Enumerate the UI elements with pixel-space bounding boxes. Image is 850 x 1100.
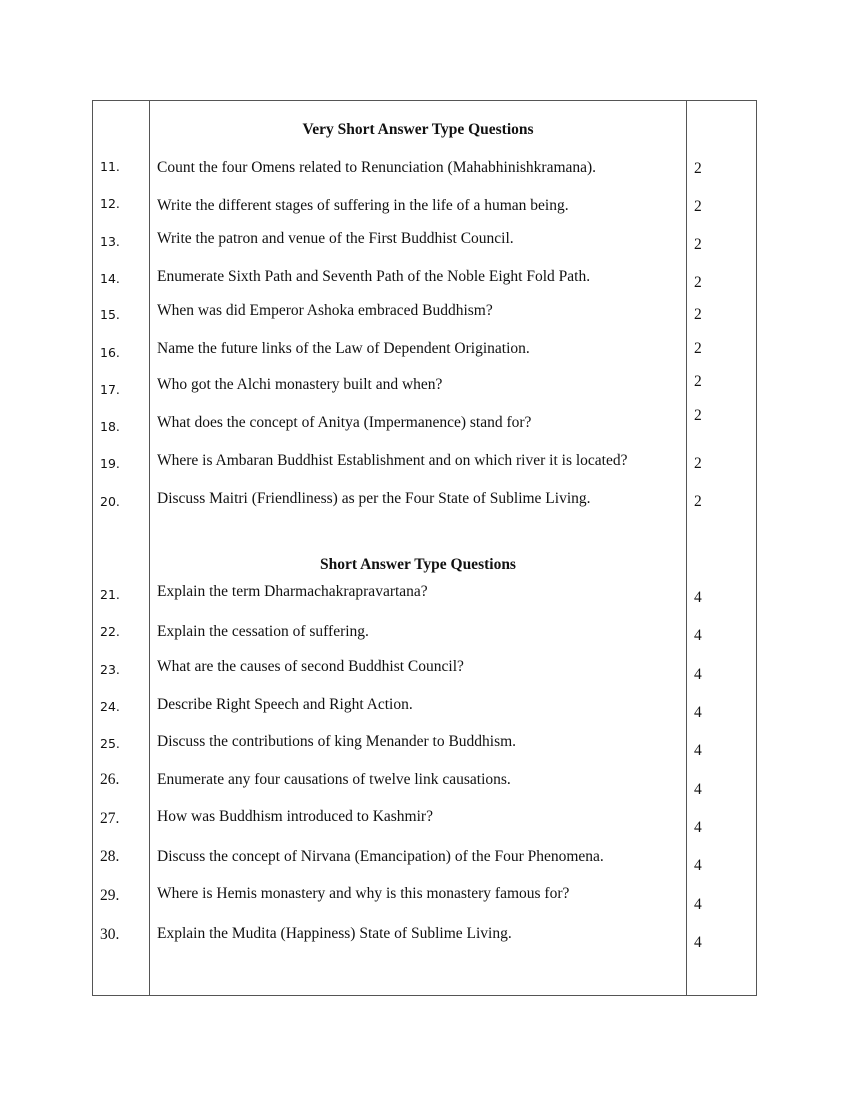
section-heading-short: Short Answer Type Questions: [320, 556, 516, 573]
question-marks: 2: [694, 160, 702, 177]
column-divider-marks: [686, 100, 687, 996]
question-number: 30.: [100, 926, 120, 943]
column-divider-number: [149, 100, 150, 996]
question-text: Explain the Mudita (Happiness) State of Sublime Living.: [157, 925, 512, 942]
question-marks: 4: [694, 781, 702, 798]
question-text: When was did Emperor Ashoka embraced Buddhism?: [157, 302, 493, 319]
question-text: Where is Ambaran Buddhist Establishment and on which river it is located?: [157, 452, 628, 469]
question-marks: 2: [694, 340, 702, 357]
question-number: 28.: [100, 848, 120, 865]
question-text: Enumerate Sixth Path and Seventh Path of the Noble Eight Fold Path.: [157, 268, 591, 285]
question-marks: 4: [694, 666, 702, 683]
question-number: 18.: [100, 419, 120, 434]
question-marks: 2: [694, 407, 702, 424]
question-text: Name the future links of the Law of Dependent Origination.: [157, 340, 530, 357]
question-number: 16.: [100, 345, 120, 360]
question-text: What are the causes of second Buddhist Council?: [157, 658, 464, 675]
question-number: 15.: [100, 307, 120, 322]
question-text: Discuss the concept of Nirvana (Emancipation) of the Four Phenomena.: [157, 848, 604, 865]
question-number: 12.: [100, 196, 120, 211]
question-text: Discuss the contributions of king Menander to Buddhism.: [157, 733, 517, 750]
question-text: Count the four Omens related to Renunciation (Mahabhinishkramana).: [157, 159, 597, 176]
question-number: 20.: [100, 494, 120, 509]
question-marks: 4: [694, 934, 702, 951]
question-number: 26.: [100, 771, 120, 788]
question-number: 24.: [100, 699, 120, 714]
question-number: 22.: [100, 624, 120, 639]
question-number: 11.: [100, 159, 120, 174]
question-number: 13.: [100, 234, 120, 249]
question-text: Discuss Maitri (Friendliness) as per the Four State of Sublime Living.: [157, 490, 591, 507]
question-marks: 4: [694, 589, 702, 606]
question-marks: 4: [694, 896, 702, 913]
question-text: Write the patron and venue of the First Buddhist Council.: [157, 230, 514, 247]
question-number: 29.: [100, 887, 120, 904]
question-text: Write the different stages of suffering in the life of a human being.: [157, 197, 569, 214]
question-number: 25.: [100, 736, 120, 751]
question-text: Explain the term Dharmachakrapravartana?: [157, 583, 428, 600]
question-number: 23.: [100, 662, 120, 677]
question-marks: 2: [694, 236, 702, 253]
question-marks: 4: [694, 742, 702, 759]
question-number: 19.: [100, 456, 120, 471]
question-text: Enumerate any four causations of twelve link causations.: [157, 771, 511, 788]
question-marks: 2: [694, 493, 702, 510]
section-heading-very-short: Very Short Answer Type Questions: [302, 121, 534, 138]
question-marks: 2: [694, 455, 702, 472]
question-marks: 2: [694, 274, 702, 291]
question-number: 21.: [100, 587, 120, 602]
question-marks: 4: [694, 627, 702, 644]
question-number: 14.: [100, 271, 120, 286]
question-text: What does the concept of Anitya (Impermanence) stand for?: [157, 414, 532, 431]
question-text: How was Buddhism introduced to Kashmir?: [157, 808, 433, 825]
question-marks: 4: [694, 819, 702, 836]
question-text: Who got the Alchi monastery built and when?: [157, 376, 443, 393]
question-number: 17.: [100, 382, 120, 397]
question-text: Where is Hemis monastery and why is this monastery famous for?: [157, 885, 570, 902]
question-marks: 4: [694, 704, 702, 721]
question-marks: 2: [694, 373, 702, 390]
question-text: Explain the cessation of suffering.: [157, 623, 369, 640]
question-marks: 4: [694, 857, 702, 874]
question-number: 27.: [100, 810, 120, 827]
question-marks: 2: [694, 306, 702, 323]
question-marks: 2: [694, 198, 702, 215]
question-text: Describe Right Speech and Right Action.: [157, 696, 413, 713]
